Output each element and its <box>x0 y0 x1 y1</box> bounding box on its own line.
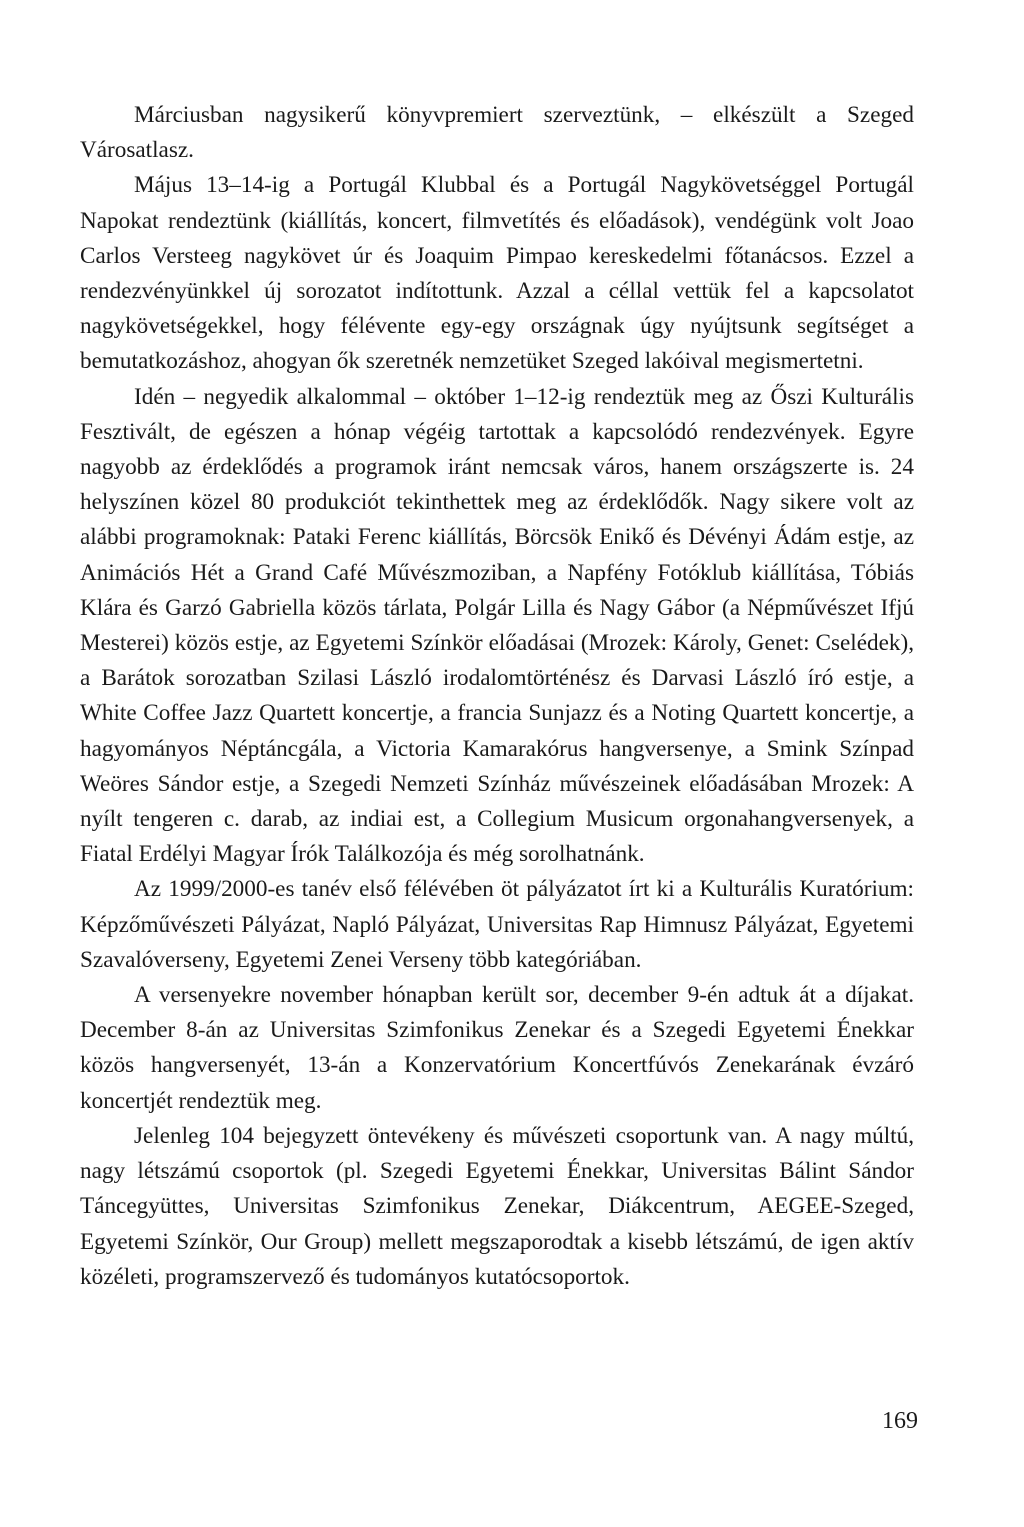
body-text <box>80 98 914 1295</box>
paragraph-autumn-festival: Idén – negyedik alkalommal – október 1–12-ig rendeztük meg az Őszi Kulturális Fesztivált, de egészen a hónap végéig tartottak a kapcsolódó rendezvények. Egyre nagyobb az érdeklődés a programok iránt nemcsak város, hanem országszerte is. 24 helyszínen közel 80 produkciót tekinthettek meg az érdeklődők. Nagy sikere volt az alábbi programoknak: Pataki Ferenc kiállítás, Börcsök Enikő és Dévényi Ádám estje, az Animációs Hét a Grand Café Művészmoziban, a Napfény Fotóklub kiállítása, Tóbiás Klára és Garzó Gabriella közös tárlata, Polgár Lilla és Nagy Gábor (a Népművészet Ifjú Mesterei) közös estje, az Egyetemi Színkör előadásai (Mrozek: Károly, Genet: Cselédek), a Barátok sorozatban Szilasi László irodalomtörténész és Darvasi László író estje, a White Coffee Jazz Quartett koncertje, a francia Sunjazz és a Noting Quartett koncertje, a hagyományos Néptáncgála, a Victoria Kamarakórus hangversenye, a Smink Színpad Weöres Sándor estje, a Szegedi Nemzeti Színház művészeinek előadásában Mrozek: A nyílt tengeren c. darab, az indiai est, a Collegium Musicum orgonahangversenyek, a Fiatal Erdélyi Magyar Írók Találkozója és még sorolhatnánk. <box>80 383 914 868</box>
paragraph-awards-concerts: A versenyekre november hónapban került sor, december 9-én adtuk át a díjakat. December 8-án az Universitas Szimfonikus Zenekar és a Szegedi Egyetemi Énekkar közös hangversenyét, 13-án a Konzervatórium Koncertfúvós Zenekarának évzáró koncertjét rendeztük meg. <box>80 982 914 1114</box>
paragraph-book-premiere: Márciusban nagysikerű könyvpremiert szerveztünk, – elkészült a Szeged Városatlasz. <box>80 102 914 164</box>
paragraph-groups: Jelenleg 104 bejegyzett öntevékeny és művészeti csoportunk van. A nagy múltú, nagy létszámú csoportok (pl. Szegedi Egyetemi Énekkar, Universitas Bálint Sándor Táncegyüttes, Universitas Szimfonikus Zenekar, Diákcentrum, AEGEE-Szeged, Egyetemi Színkör, Our Group) mellett megszaporodtak a kisebb létszámú, de igen aktív közéleti, programszervező és tudományos kutatócsoportok. <box>80 1122 914 1290</box>
page-number: 169 <box>882 1408 918 1434</box>
paragraph-competitions: Az 1999/2000-es tanév első félévében öt pályázatot írt ki a Kulturális Kuratórium: Képzőművészeti Pályázat, Napló Pályázat, Universitas Rap Himnusz Pályázat, Egyetemi Szavalóverseny, Egyetemi Zenei Verseny több kategóriában. <box>80 876 914 973</box>
paragraph-portuguese-days: Május 13–14-ig a Portugál Klubbal és a Portugál Nagykövetséggel Portugál Napokat rendeztünk (kiállítás, koncert, filmvetítés és előadások), vendégünk volt Joao Carlos Versteeg nagykövet úr és Joaquim Pimpao kereskedelmi főtanácsos. Ezzel a rendezvényünkkel új sorozatot indítottunk. Azzal a céllal vettük fel a kapcsolatot nagykövetségekkel, hogy félévente egy-egy országnak úgy nyújtsunk segítséget a bemutatkozáshoz, ahogyan ők szeretnék nemzetüket Szeged lakóival megismertetni. <box>80 172 914 375</box>
